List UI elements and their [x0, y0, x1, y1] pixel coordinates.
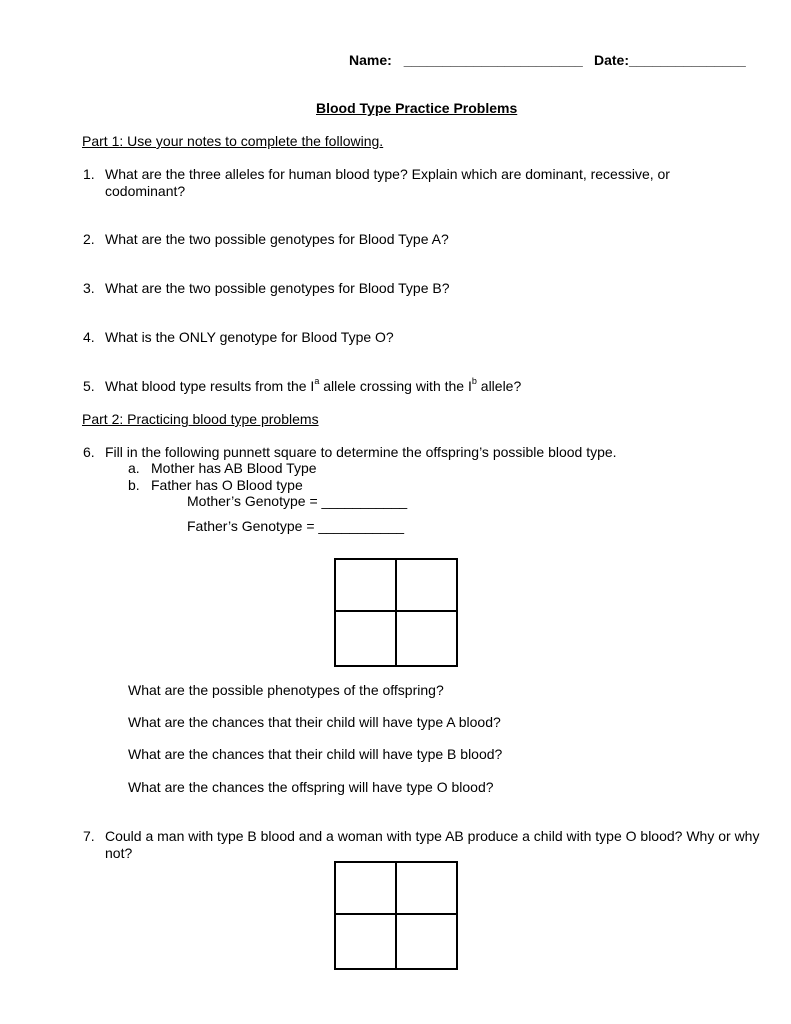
q6-sub-question-3: What are the chances that their child will have type B blood? — [128, 746, 503, 762]
q6-item-b-label: b. — [128, 477, 140, 493]
q5-sup-b: b — [471, 376, 477, 387]
q6-sub-question-2: What are the chances that their child will have type A blood? — [128, 714, 501, 730]
punnett-cell[interactable] — [396, 914, 457, 969]
father-genotype-line: Father’s Genotype = ___________ — [187, 518, 405, 534]
part1-heading: Part 1: Use your notes to complete the following. — [82, 133, 384, 149]
q6-sub-question-1: What are the possible phenotypes of the offspring? — [128, 682, 444, 698]
punnett-cell[interactable] — [335, 862, 396, 914]
part2-heading: Part 2: Practicing blood type problems — [82, 411, 319, 427]
q5-text-b: allele crossing with the I — [319, 378, 472, 394]
question-6-text: Fill in the following punnett square to determine the offspring’s possible blood type. — [105, 444, 617, 460]
question-2-number: 2. — [83, 231, 95, 247]
question-7-text: Could a man with type B blood and a woman with type AB produce a child with type O blood? Why or why not? — [105, 828, 760, 861]
name-blank: _______________________ — [403, 52, 583, 68]
question-1-number: 1. — [83, 166, 95, 182]
question-4-text: What is the ONLY genotype for Blood Type O? — [105, 329, 394, 345]
question-2-text: What are the two possible genotypes for Blood Type A? — [105, 231, 449, 247]
punnett-cell[interactable] — [396, 862, 457, 914]
punnett-cell[interactable] — [335, 914, 396, 969]
question-3-number: 3. — [83, 280, 95, 296]
date-blank: _______________ — [629, 52, 746, 68]
punnett-square-1[interactable] — [334, 558, 458, 667]
date-label: Date: — [594, 52, 630, 68]
name-label-line — [349, 52, 583, 69]
name-label: Name: — [349, 52, 392, 68]
punnett-square-2[interactable] — [334, 861, 458, 970]
question-5-number: 5. — [83, 378, 95, 394]
punnett-cell[interactable] — [396, 559, 457, 611]
q6-item-b-text: Father has O Blood type — [151, 477, 303, 493]
q5-text-c: allele? — [476, 378, 522, 394]
punnett-cell[interactable] — [335, 611, 396, 666]
punnett-cell[interactable] — [396, 611, 457, 666]
q6-item-a-label: a. — [128, 460, 140, 476]
question-7-number: 7. — [83, 828, 95, 844]
question-5-text — [105, 378, 521, 395]
mother-genotype-line: Mother’s Genotype = ___________ — [187, 493, 408, 509]
q5-sup-a: a — [314, 376, 320, 387]
date-label-line — [594, 52, 746, 69]
question-3-text: What are the two possible genotypes for Blood Type B? — [105, 280, 450, 296]
q6-item-a-text: Mother has AB Blood Type — [151, 460, 317, 476]
q6-sub-question-4: What are the chances the offspring will have type O blood? — [128, 779, 494, 795]
question-4-number: 4. — [83, 329, 95, 345]
question-1-text: What are the three alleles for human blood type? Explain which are dominant, recessive, or codominant? — [105, 166, 670, 199]
question-6-number: 6. — [83, 444, 95, 460]
page-title: Blood Type Practice Problems — [316, 100, 518, 116]
q5-text-a: What blood type results from the I — [105, 378, 315, 394]
punnett-cell[interactable] — [335, 559, 396, 611]
